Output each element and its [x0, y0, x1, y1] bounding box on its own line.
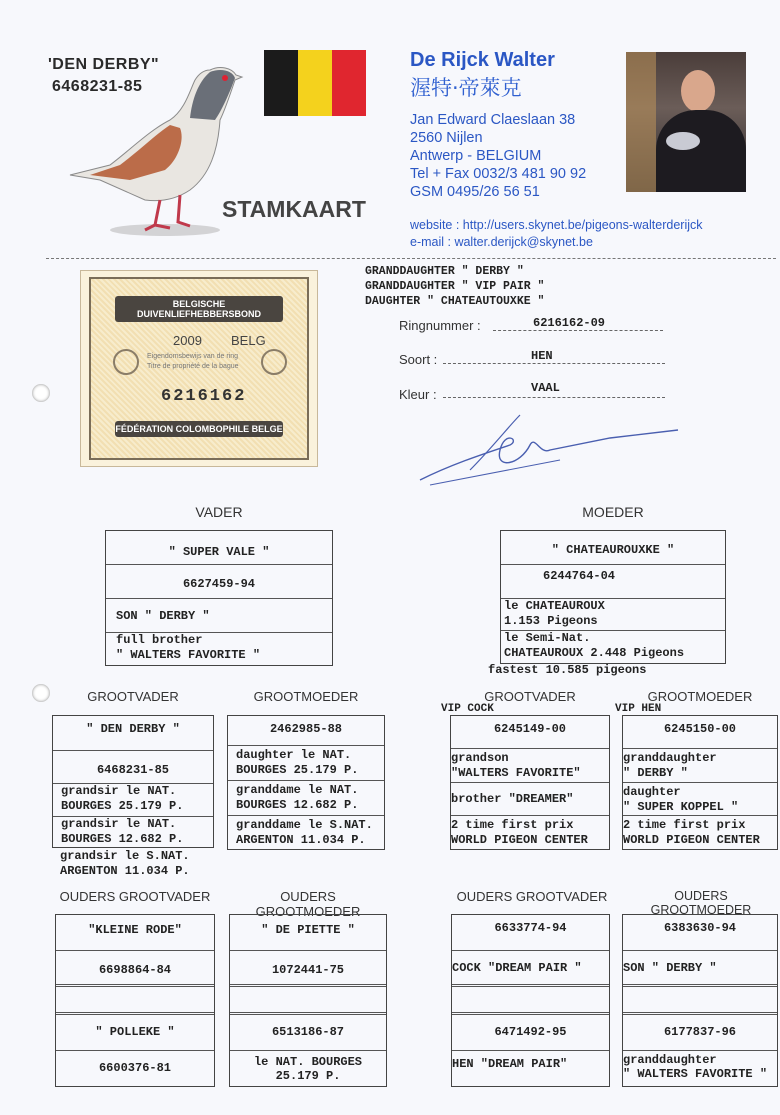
- ggp-3-spacer: [452, 987, 609, 1015]
- address-gsm: GSM 0495/26 56 51: [410, 184, 540, 200]
- flag-yellow-stripe: [298, 50, 332, 116]
- address-street: Jan Edward Claeslaan 38: [410, 112, 576, 128]
- ggp-1-box: [55, 914, 215, 1087]
- photo-face: [681, 70, 715, 112]
- signature: [410, 410, 680, 490]
- ring-card-bottom-banner: FÉDÉRATION COLOMBOPHILE BELGE: [115, 421, 283, 437]
- ggp-1-sire-name: "KLEINE RODE": [56, 915, 214, 951]
- ring-card-ring-icon-right: [261, 349, 287, 375]
- bird-name: 'DEN DERBY": [48, 56, 160, 73]
- grandmother-1-note-3: granddame le S.NAT. ARGENTON 11.034 P.: [236, 818, 373, 847]
- ggp-4-sire-note: SON " DERBY ": [623, 951, 777, 987]
- flag-red-stripe: [332, 50, 366, 116]
- mother-extra-note: fastest 10.585 pigeons: [488, 663, 647, 677]
- grandmother-2-ring: 6245150-00: [623, 716, 777, 749]
- father-name: " SUPER VALE ": [106, 531, 332, 565]
- ggp-2-sire-ring: 1072441-75: [230, 951, 386, 987]
- ggp-3-sire-ring: 6633774-94: [452, 915, 609, 951]
- grandmother-1-note-2: granddame le NAT. BOURGES 12.682 P.: [228, 781, 384, 816]
- grandfather-2-tag: VIP COCK: [441, 703, 494, 715]
- grandmother-2-tag: VIP HEN: [615, 703, 662, 715]
- sex-text: HEN: [531, 349, 553, 363]
- ggp-4-box: [622, 914, 778, 1087]
- ggp-2-box: [229, 914, 387, 1087]
- ggp-1-heading: OUDERS GROOTVADER: [59, 889, 211, 904]
- ring-number-text: 6216162-09: [533, 316, 606, 330]
- mother-box: [500, 530, 726, 664]
- grandmother-2-note-1: granddaughter " DERBY ": [623, 749, 777, 783]
- address-phone: Tel + Fax 0032/3 481 90 92: [410, 166, 587, 182]
- grandmother-1-heading: GROOTMOEDER: [253, 689, 359, 704]
- punch-hole-bottom: [32, 684, 50, 702]
- ggp-1-sire-ring: 6698864-84: [56, 951, 214, 987]
- ring-card-line1: Eigendomsbewijs van de ring: [147, 353, 239, 360]
- ggp-4-spacer: [623, 987, 777, 1015]
- grandmother-2-box: [622, 715, 778, 850]
- mother-note-2: le Semi-Nat. CHATEAUROUX 2.448 Pigeons: [504, 631, 685, 660]
- grandmother-2-note-3: 2 time first prix WORLD PIGEON CENTER: [623, 818, 760, 847]
- father-box: [105, 530, 333, 666]
- father-note-1: SON " DERBY ": [106, 599, 332, 633]
- owner-address: [410, 111, 586, 201]
- ggp-4-dam-ring: 6177837-96: [623, 1015, 777, 1051]
- grandfather-1-extra: grandsir le S.NAT. ARGENTON 11.034 P.: [60, 849, 190, 878]
- flag-black-stripe: [264, 50, 298, 116]
- grandfather-2-note-3: 2 time first prix WORLD PIGEON CENTER: [451, 818, 588, 847]
- photo-bg-left: [626, 52, 656, 192]
- page-title: STAMKAART: [222, 196, 366, 222]
- ggp-4-heading: OUDERS GROOTMOEDER: [650, 889, 752, 917]
- father-note-2: full brother " WALTERS FAVORITE ": [116, 633, 261, 662]
- ggp-3-box: [451, 914, 610, 1087]
- color-label: Kleur :: [399, 387, 437, 402]
- grandfather-2-box: [450, 715, 610, 850]
- ring-number-label: Ringnummer :: [399, 318, 481, 333]
- sex-label: Soort :: [399, 352, 438, 367]
- grandmother-1-note-1: daughter le NAT. BOURGES 25.179 P.: [228, 746, 384, 781]
- belgian-flag: [264, 50, 366, 116]
- ggp-2-dam-ring: 6513186-87: [230, 1015, 386, 1051]
- mother-name: " CHATEAUROUXKE ": [501, 531, 725, 565]
- header-separator: [46, 258, 776, 259]
- grandmother-2-note-2: daughter " SUPER KOPPEL ": [623, 783, 777, 816]
- ggp-3-heading: OUDERS GROOTVADER: [456, 889, 608, 904]
- ggp-2-spacer: [230, 987, 386, 1015]
- owner-chinese-name: 渥特·帝萊克: [410, 76, 522, 100]
- color-text: VAAL: [531, 381, 560, 395]
- ring-card-line2: Titre de propriété de la bague: [147, 363, 239, 370]
- ring-card: [80, 270, 318, 467]
- ggp-1-spacer: [56, 987, 214, 1015]
- grandfather-1-note-2: grandsir le NAT. BOURGES 12.682 P.: [61, 817, 184, 846]
- ring-card-country: BELG: [231, 333, 266, 348]
- grandfather-2-heading: GROOTVADER: [484, 689, 576, 704]
- subject-line-2: GRANDDAUGHTER " VIP PAIR ": [365, 280, 545, 293]
- ggp-4-sire-ring: 6383630-94: [623, 915, 777, 951]
- ggp-2-dam-note: le NAT. BOURGES 25.179 P.: [253, 1055, 363, 1083]
- owner-photo: [626, 52, 746, 192]
- grandfather-1-ring: 6468231-85: [53, 751, 213, 784]
- subject-lines: [365, 264, 544, 309]
- ring-card-top-banner: BELGISCHE DUIVENLIEFHEBBERSBOND: [115, 296, 283, 322]
- grandfather-2-note-2: brother "DREAMER": [451, 783, 609, 816]
- bird-ring: 6468231-85: [52, 78, 143, 95]
- ggp-4-dam-note: granddaughter " WALTERS FAVORITE ": [623, 1053, 768, 1081]
- mother-heading: MOEDER: [582, 504, 644, 520]
- father-heading: VADER: [195, 504, 243, 520]
- ggp-2-heading: OUDERS GROOTMOEDER: [255, 889, 361, 919]
- grandfather-1-heading: GROOTVADER: [87, 689, 179, 704]
- owner-name: De Rijck Walter: [410, 49, 555, 71]
- grandfather-2-note-1: grandson "WALTERS FAVORITE": [451, 749, 609, 783]
- color-value: [443, 381, 665, 398]
- mother-ring: 6244764-04: [501, 565, 725, 599]
- ring-number-value: [493, 316, 663, 331]
- grandmother-2-heading: GROOTMOEDER: [647, 689, 753, 704]
- ggp-3-dam-ring: 6471492-95: [452, 1015, 609, 1051]
- grandfather-1-box: [52, 715, 214, 848]
- ring-card-year: 2009: [173, 333, 202, 348]
- grandfather-1-note-1: grandsir le NAT. BOURGES 25.179 P.: [53, 784, 213, 817]
- punch-hole-top: [32, 384, 50, 402]
- father-ring: 6627459-94: [106, 565, 332, 599]
- subject-line-1: GRANDDAUGHTER " DERBY ": [365, 265, 524, 278]
- photo-body: [656, 110, 746, 192]
- address-country: Antwerp - BELGIUM: [410, 148, 542, 164]
- grandmother-1-box: [227, 715, 385, 850]
- grandmother-1-ring: 2462985-88: [228, 716, 384, 746]
- sex-value: [443, 349, 665, 364]
- website-link[interactable]: website : http://users.skynet.be/pigeons-walterderijck: [410, 218, 703, 232]
- ggp-3-sire-note: COCK "DREAM PAIR ": [452, 951, 609, 987]
- ring-card-ring-icon: [113, 349, 139, 375]
- email-link[interactable]: e-mail : walter.derijck@skynet.be: [410, 235, 593, 249]
- photo-pigeon: [666, 132, 700, 150]
- ggp-2-sire-name: " DE PIETTE ": [230, 915, 386, 951]
- subject-line-3: DAUGHTER " CHATEAUTOUXKE ": [365, 295, 545, 308]
- ggp-1-dam-ring: 6600376-81: [98, 1061, 171, 1075]
- grandfather-2-ring: 6245149-00: [451, 716, 609, 749]
- grandfather-1-name: " DEN DERBY ": [53, 716, 213, 751]
- pigeon-eye: [222, 75, 228, 81]
- address-city: 2560 Nijlen: [410, 130, 483, 146]
- ggp-1-dam-name: " POLLEKE ": [56, 1015, 214, 1051]
- ring-card-number: 6216162: [161, 387, 247, 406]
- mother-note-1: le CHATEAUROUX 1.153 Pigeons: [501, 599, 725, 631]
- ggp-3-dam-note: HEN "DREAM PAIR": [452, 1057, 568, 1071]
